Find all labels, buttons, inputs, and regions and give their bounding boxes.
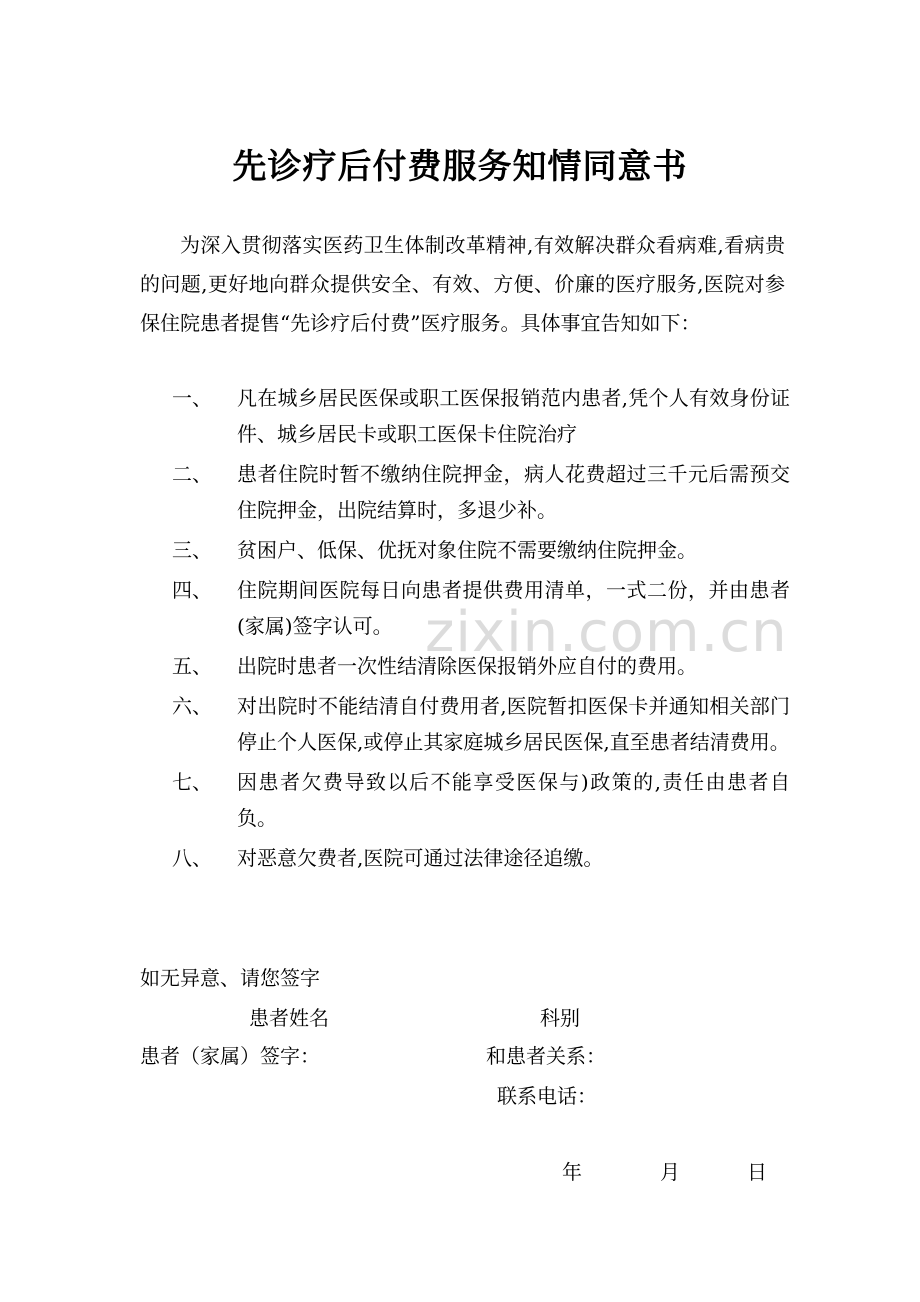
patient-name-label: 患者姓名: [249, 1006, 329, 1030]
list-item: [140, 572, 790, 644]
item-number: 三、: [172, 538, 212, 562]
phone-label: 联系电话：: [497, 1084, 597, 1108]
item-number: 七、: [172, 770, 212, 794]
watermark: zixin.com.cn: [425, 600, 788, 665]
item-text: 住院期间医院每日向患者提供费用清单，一式二份，并由患者(家属)签字认可。: [237, 578, 790, 638]
department-label: 科别: [540, 1006, 580, 1030]
intro-paragraph: 为深入贯彻落实医药卫生体制改革精神,有效解决群众看病难,看病贵的问题,更好地向群众提供安全、有效、方便、价廉的医疗服务,医院对参保住院患者提售“先诊疗后付费”医疗服务。具体事宜告知如下：: [140, 233, 785, 335]
list-item: [140, 764, 790, 836]
day-label: 日: [747, 1160, 767, 1184]
item-number: 一、: [172, 386, 212, 410]
item-number: 六、: [172, 694, 212, 718]
list-item: [140, 688, 790, 760]
item-number: 八、: [172, 846, 212, 870]
month-label: 月: [660, 1160, 680, 1184]
item-text: 出院时患者一次性结清除医保报销外应自付的费用。: [237, 654, 697, 678]
list-item: [140, 840, 790, 876]
item-number: 二、: [172, 462, 212, 486]
item-text: 凡在城乡居民医保或职工医保报销范内患者,凭个人有效身份证件、城乡居民卡或职工医保卡住院治疗: [237, 386, 790, 446]
item-text: 对恶意欠费者,医院可通过法律途径追缴。: [237, 846, 604, 870]
terms-list: [140, 380, 790, 880]
item-number: 四、: [172, 578, 212, 602]
list-item: [140, 456, 790, 528]
signature-prompt: 如无异意、请您签字: [140, 966, 320, 990]
item-text: 因患者欠费导致以后不能享受医保与)政策的,责任由患者自负。: [237, 770, 790, 830]
list-item: [140, 648, 790, 684]
item-text: 贫困户、低保、优抚对象住院不需要缴纳住院押金。: [237, 538, 697, 562]
year-label: 年: [562, 1160, 582, 1184]
item-text: 对出院时不能结清自付费用者,医院暂扣医保卡并通知相关部门停止个人医保,或停止其家庭城乡居民医保,直至患者结清费用。: [237, 694, 790, 754]
relation-label: 和患者关系：: [486, 1044, 606, 1068]
signer-label: 患者（家属）签字：: [140, 1044, 320, 1068]
list-item: [140, 380, 790, 452]
document-title: 先诊疗后付费服务知情同意书: [232, 147, 688, 187]
list-item: [140, 532, 790, 568]
item-number: 五、: [172, 654, 212, 678]
item-text: 患者住院时暂不缴纳住院押金，病人花费超过三千元后需预交住院押金，出院结算时，多退少补。: [237, 462, 790, 522]
